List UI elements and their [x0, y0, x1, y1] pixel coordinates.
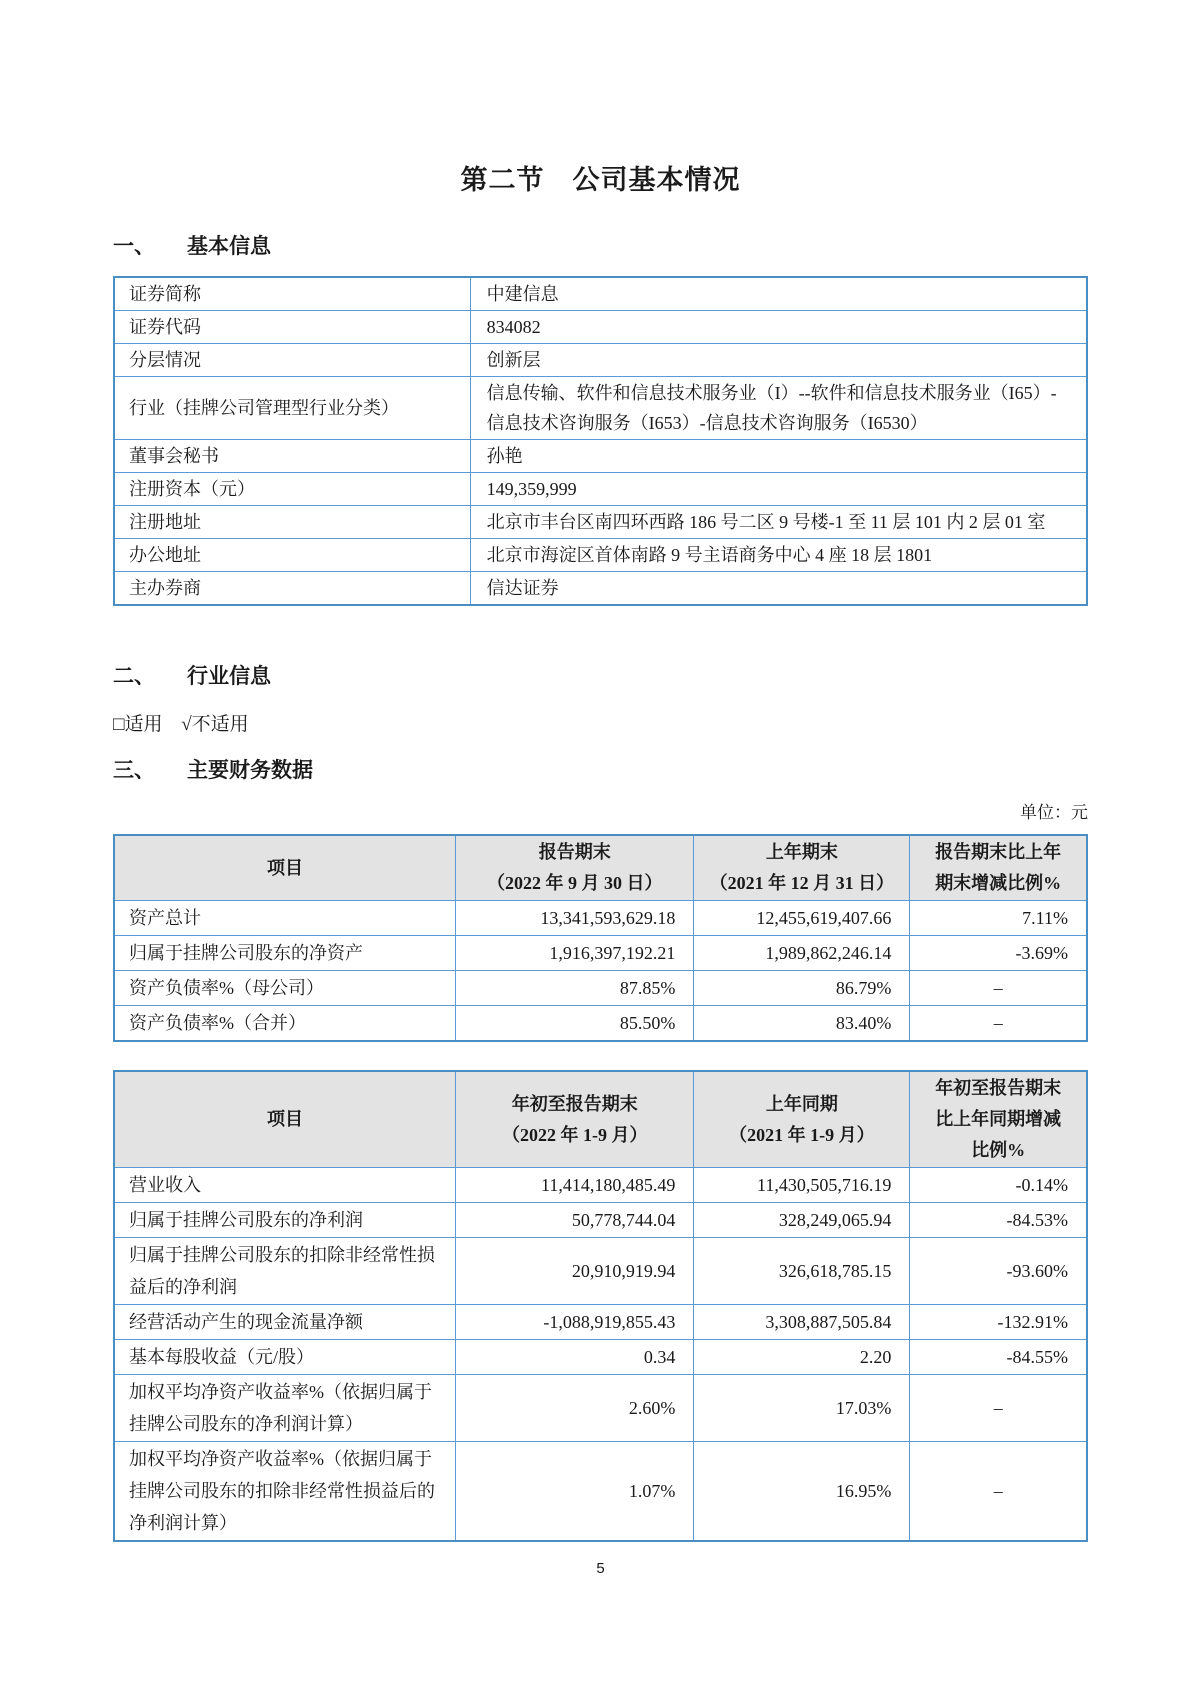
column-header-item: 项目 — [114, 835, 456, 901]
column-header-change-ratio: 年初至报告期末 比上年同期增减 比例% — [910, 1071, 1087, 1168]
page-title: 第二节 公司基本情况 — [460, 165, 741, 195]
table-row — [114, 1203, 1087, 1238]
prior-value: 2.20 — [694, 1340, 910, 1375]
table-row — [114, 1238, 1087, 1305]
basic-info-table — [113, 276, 1088, 606]
change-value: -0.14% — [910, 1168, 1087, 1203]
current-value: 20,910,919.94 — [456, 1238, 694, 1305]
row-value: 孙艳 — [470, 440, 1087, 473]
row-value: 创新层 — [470, 344, 1087, 377]
column-header-change-ratio: 报告期末比上年 期末增减比例% — [910, 835, 1087, 901]
prior-value: 16.95% — [694, 1442, 910, 1542]
row-value: 信息传输、软件和信息技术服务业（I）--软件和信息技术服务业（I65）-信息技术咨询服务（I653）-信息技术咨询服务（I6530） — [470, 377, 1087, 440]
row-label: 经营活动产生的现金流量净额 — [114, 1305, 456, 1340]
section-title: 基本信息 — [187, 235, 271, 258]
table-row — [114, 311, 1087, 344]
prior-value: 11,430,505,716.19 — [694, 1168, 910, 1203]
table-row — [114, 440, 1087, 473]
row-value: 834082 — [470, 311, 1087, 344]
current-value: -1,088,919,855.43 — [456, 1305, 694, 1340]
current-value: 11,414,180,485.49 — [456, 1168, 694, 1203]
page-number: 5 — [596, 1560, 605, 1577]
prior-value: 12,455,619,407.66 — [694, 901, 910, 936]
section-number: 一、 — [113, 235, 155, 258]
column-header-current-period: 报告期末 （2022 年 9 月 30 日） — [456, 835, 694, 901]
row-label: 归属于挂牌公司股东的净利润 — [114, 1203, 456, 1238]
row-label: 资产总计 — [114, 901, 456, 936]
section-heading-financial-data — [113, 756, 1088, 786]
prior-value: 1,989,862,246.14 — [694, 936, 910, 971]
row-label: 归属于挂牌公司股东的净资产 — [114, 936, 456, 971]
unit-label: 单位：元 — [1020, 803, 1088, 822]
change-value: – — [910, 1442, 1087, 1542]
table-row — [114, 377, 1087, 440]
table-row — [114, 506, 1087, 539]
table-row — [114, 539, 1087, 572]
section-heading-industry-info — [113, 662, 1088, 692]
row-label: 主办券商 — [114, 572, 470, 606]
row-label: 资产负债率%（母公司） — [114, 971, 456, 1006]
change-value: – — [910, 971, 1087, 1006]
prior-value: 3,308,887,505.84 — [694, 1305, 910, 1340]
change-value: – — [910, 1006, 1087, 1042]
row-label: 分层情况 — [114, 344, 470, 377]
row-value: 149,359,999 — [470, 473, 1087, 506]
section-number: 二、 — [113, 665, 155, 688]
table-row — [114, 936, 1087, 971]
current-value: 50,778,744.04 — [456, 1203, 694, 1238]
change-value: – — [910, 1375, 1087, 1442]
current-value: 1.07% — [456, 1442, 694, 1542]
prior-value: 83.40% — [694, 1006, 910, 1042]
row-label: 注册地址 — [114, 506, 470, 539]
current-value: 87.85% — [456, 971, 694, 1006]
change-value: -132.91% — [910, 1305, 1087, 1340]
row-label: 营业收入 — [114, 1168, 456, 1203]
change-value: -93.60% — [910, 1238, 1087, 1305]
row-value: 北京市海淀区首体南路 9 号主语商务中心 4 座 18 层 1801 — [470, 539, 1087, 572]
table-header-row — [114, 1071, 1087, 1168]
table-row — [114, 572, 1087, 606]
column-header-current-period: 年初至报告期末 （2022 年 1-9 月） — [456, 1071, 694, 1168]
prior-value: 326,618,785.15 — [694, 1238, 910, 1305]
table-header-row — [114, 835, 1087, 901]
table-row — [114, 473, 1087, 506]
change-value: 7.11% — [910, 901, 1087, 936]
column-header-prior-period: 上年同期 （2021 年 1-9 月） — [694, 1071, 910, 1168]
row-label: 归属于挂牌公司股东的扣除非经常性损益后的净利润 — [114, 1238, 456, 1305]
row-label: 办公地址 — [114, 539, 470, 572]
current-value: 2.60% — [456, 1375, 694, 1442]
column-header-prior-period: 上年期末 （2021 年 12 月 31 日） — [694, 835, 910, 901]
row-value: 北京市丰台区南四环西路 186 号二区 9 号楼-1 至 11 层 101 内 2 层 01 室 — [470, 506, 1087, 539]
prior-value: 328,249,065.94 — [694, 1203, 910, 1238]
row-label: 行业（挂牌公司管理型行业分类） — [114, 377, 470, 440]
change-value: -84.55% — [910, 1340, 1087, 1375]
current-value: 0.34 — [456, 1340, 694, 1375]
applicability-options — [113, 710, 1088, 740]
row-label: 注册资本（元） — [114, 473, 470, 506]
table-row — [114, 277, 1087, 311]
row-label: 证券代码 — [114, 311, 470, 344]
table-row — [114, 971, 1087, 1006]
column-header-item: 项目 — [114, 1071, 456, 1168]
checkbox-applicable: □适用 — [113, 714, 163, 735]
section-title: 行业信息 — [187, 665, 271, 688]
current-value: 85.50% — [456, 1006, 694, 1042]
check-not-applicable: √不适用 — [181, 714, 249, 735]
row-label: 董事会秘书 — [114, 440, 470, 473]
table-row — [114, 901, 1087, 936]
table-row — [114, 1442, 1087, 1542]
financial-period-table — [113, 834, 1088, 1042]
table-row — [114, 344, 1087, 377]
table-row — [114, 1168, 1087, 1203]
change-value: -84.53% — [910, 1203, 1087, 1238]
row-label: 加权平均净资产收益率%（依据归属于挂牌公司股东的扣除非经常性损益后的净利润计算） — [114, 1442, 456, 1542]
current-value: 1,916,397,192.21 — [456, 936, 694, 971]
section-heading-basic-info — [113, 232, 1088, 262]
row-label: 加权平均净资产收益率%（依据归属于挂牌公司股东的净利润计算） — [114, 1375, 456, 1442]
row-label: 资产负债率%（合并） — [114, 1006, 456, 1042]
row-value: 中建信息 — [470, 277, 1087, 311]
prior-value: 17.03% — [694, 1375, 910, 1442]
section-number: 三、 — [113, 759, 155, 782]
row-value: 信达证券 — [470, 572, 1087, 606]
row-label: 证券简称 — [114, 277, 470, 311]
change-value: -3.69% — [910, 936, 1087, 971]
table-row — [114, 1340, 1087, 1375]
current-value: 13,341,593,629.18 — [456, 901, 694, 936]
table-row — [114, 1006, 1087, 1042]
table-row — [114, 1375, 1087, 1442]
financial-ytd-table — [113, 1070, 1088, 1542]
section-title: 主要财务数据 — [187, 759, 313, 782]
row-label: 基本每股收益（元/股） — [114, 1340, 456, 1375]
table-row — [114, 1305, 1087, 1340]
prior-value: 86.79% — [694, 971, 910, 1006]
